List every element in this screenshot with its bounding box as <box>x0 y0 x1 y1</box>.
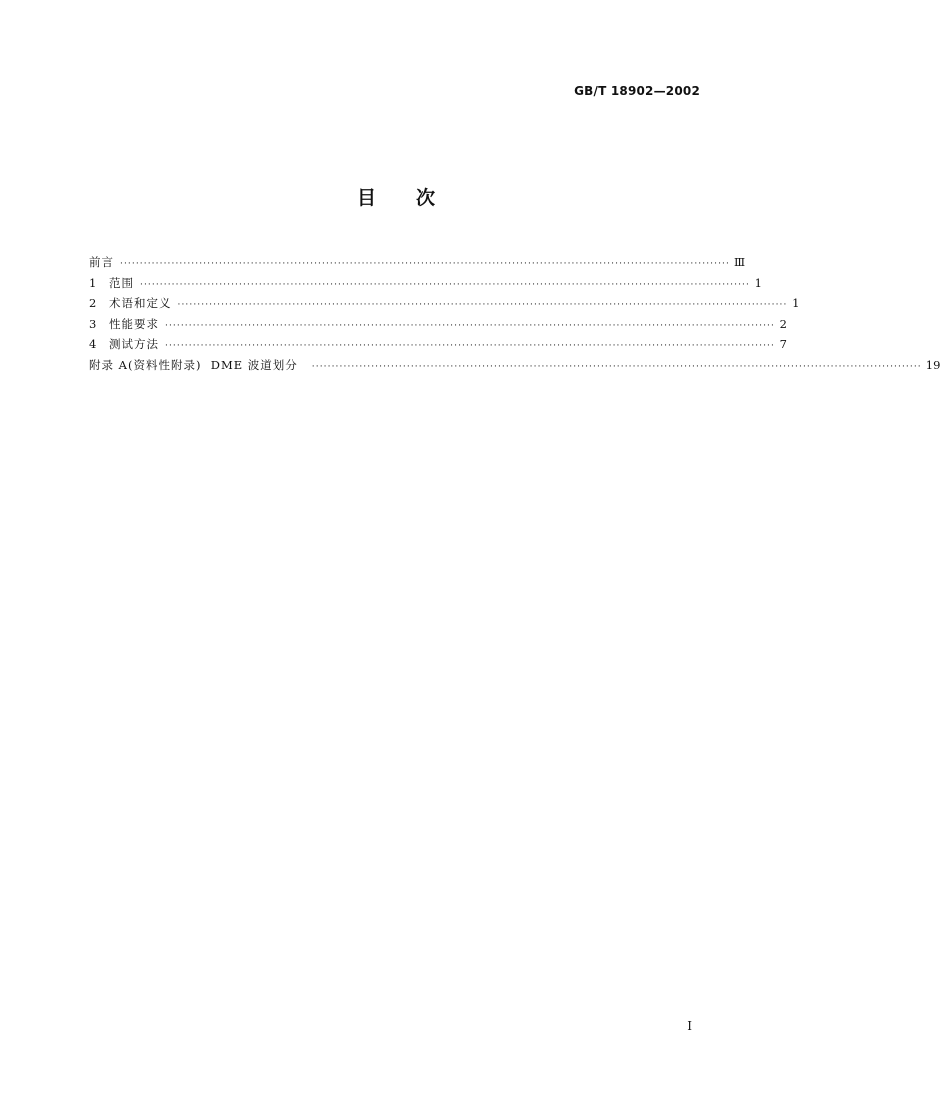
toc-entry-requirements[interactable] <box>89 314 787 335</box>
title-char-2: 次 <box>416 187 436 209</box>
toc-entry-page: 1 <box>754 275 762 290</box>
toc-leader-dots: ·························································································································································· <box>165 320 775 331</box>
toc-entry-label: 前言 <box>89 255 114 269</box>
toc-leader-dots: ·························································································································································· <box>120 259 730 269</box>
toc-entry-foreword[interactable] <box>89 252 746 273</box>
toc-entry-page: 19 <box>925 357 940 372</box>
toc-entry-number: 1 <box>89 275 97 290</box>
toc-leader-dots: ·························································································································································· <box>311 361 922 372</box>
toc-entry-terms[interactable] <box>89 293 800 314</box>
toc-entry-label: 附录 A(资料性附录) DME 波道划分 <box>89 357 298 372</box>
title-char-1: 目 <box>356 187 376 209</box>
toc-entry-page: 1 <box>792 296 800 311</box>
toc-entry-number: 3 <box>89 316 97 331</box>
toc-leader-dots: ·························································································································································· <box>177 300 788 311</box>
toc-entry-label: 术语和定义 <box>109 296 172 311</box>
toc-entry-number: 4 <box>89 337 97 352</box>
page-number: I <box>687 1019 692 1033</box>
toc-entry-page: 2 <box>779 316 787 331</box>
toc-entry-scope[interactable] <box>89 273 762 294</box>
table-of-contents <box>89 252 940 376</box>
toc-entry-label: 性能要求 <box>109 316 159 331</box>
page-title <box>0 183 792 210</box>
toc-entry-annex-a[interactable] <box>89 355 940 376</box>
toc-entry-page: 7 <box>779 337 787 352</box>
toc-entry-page: Ⅲ <box>733 255 746 269</box>
toc-entry-number: 2 <box>89 296 97 311</box>
toc-entry-label: 范围 <box>109 275 134 290</box>
toc-entry-test-methods[interactable] <box>89 334 787 355</box>
toc-entry-label: 测试方法 <box>109 337 159 352</box>
toc-leader-dots: ·························································································································································· <box>165 341 775 352</box>
toc-leader-dots: ·························································································································································· <box>140 279 750 290</box>
standard-code: GB/T 18902—2002 <box>574 84 700 98</box>
